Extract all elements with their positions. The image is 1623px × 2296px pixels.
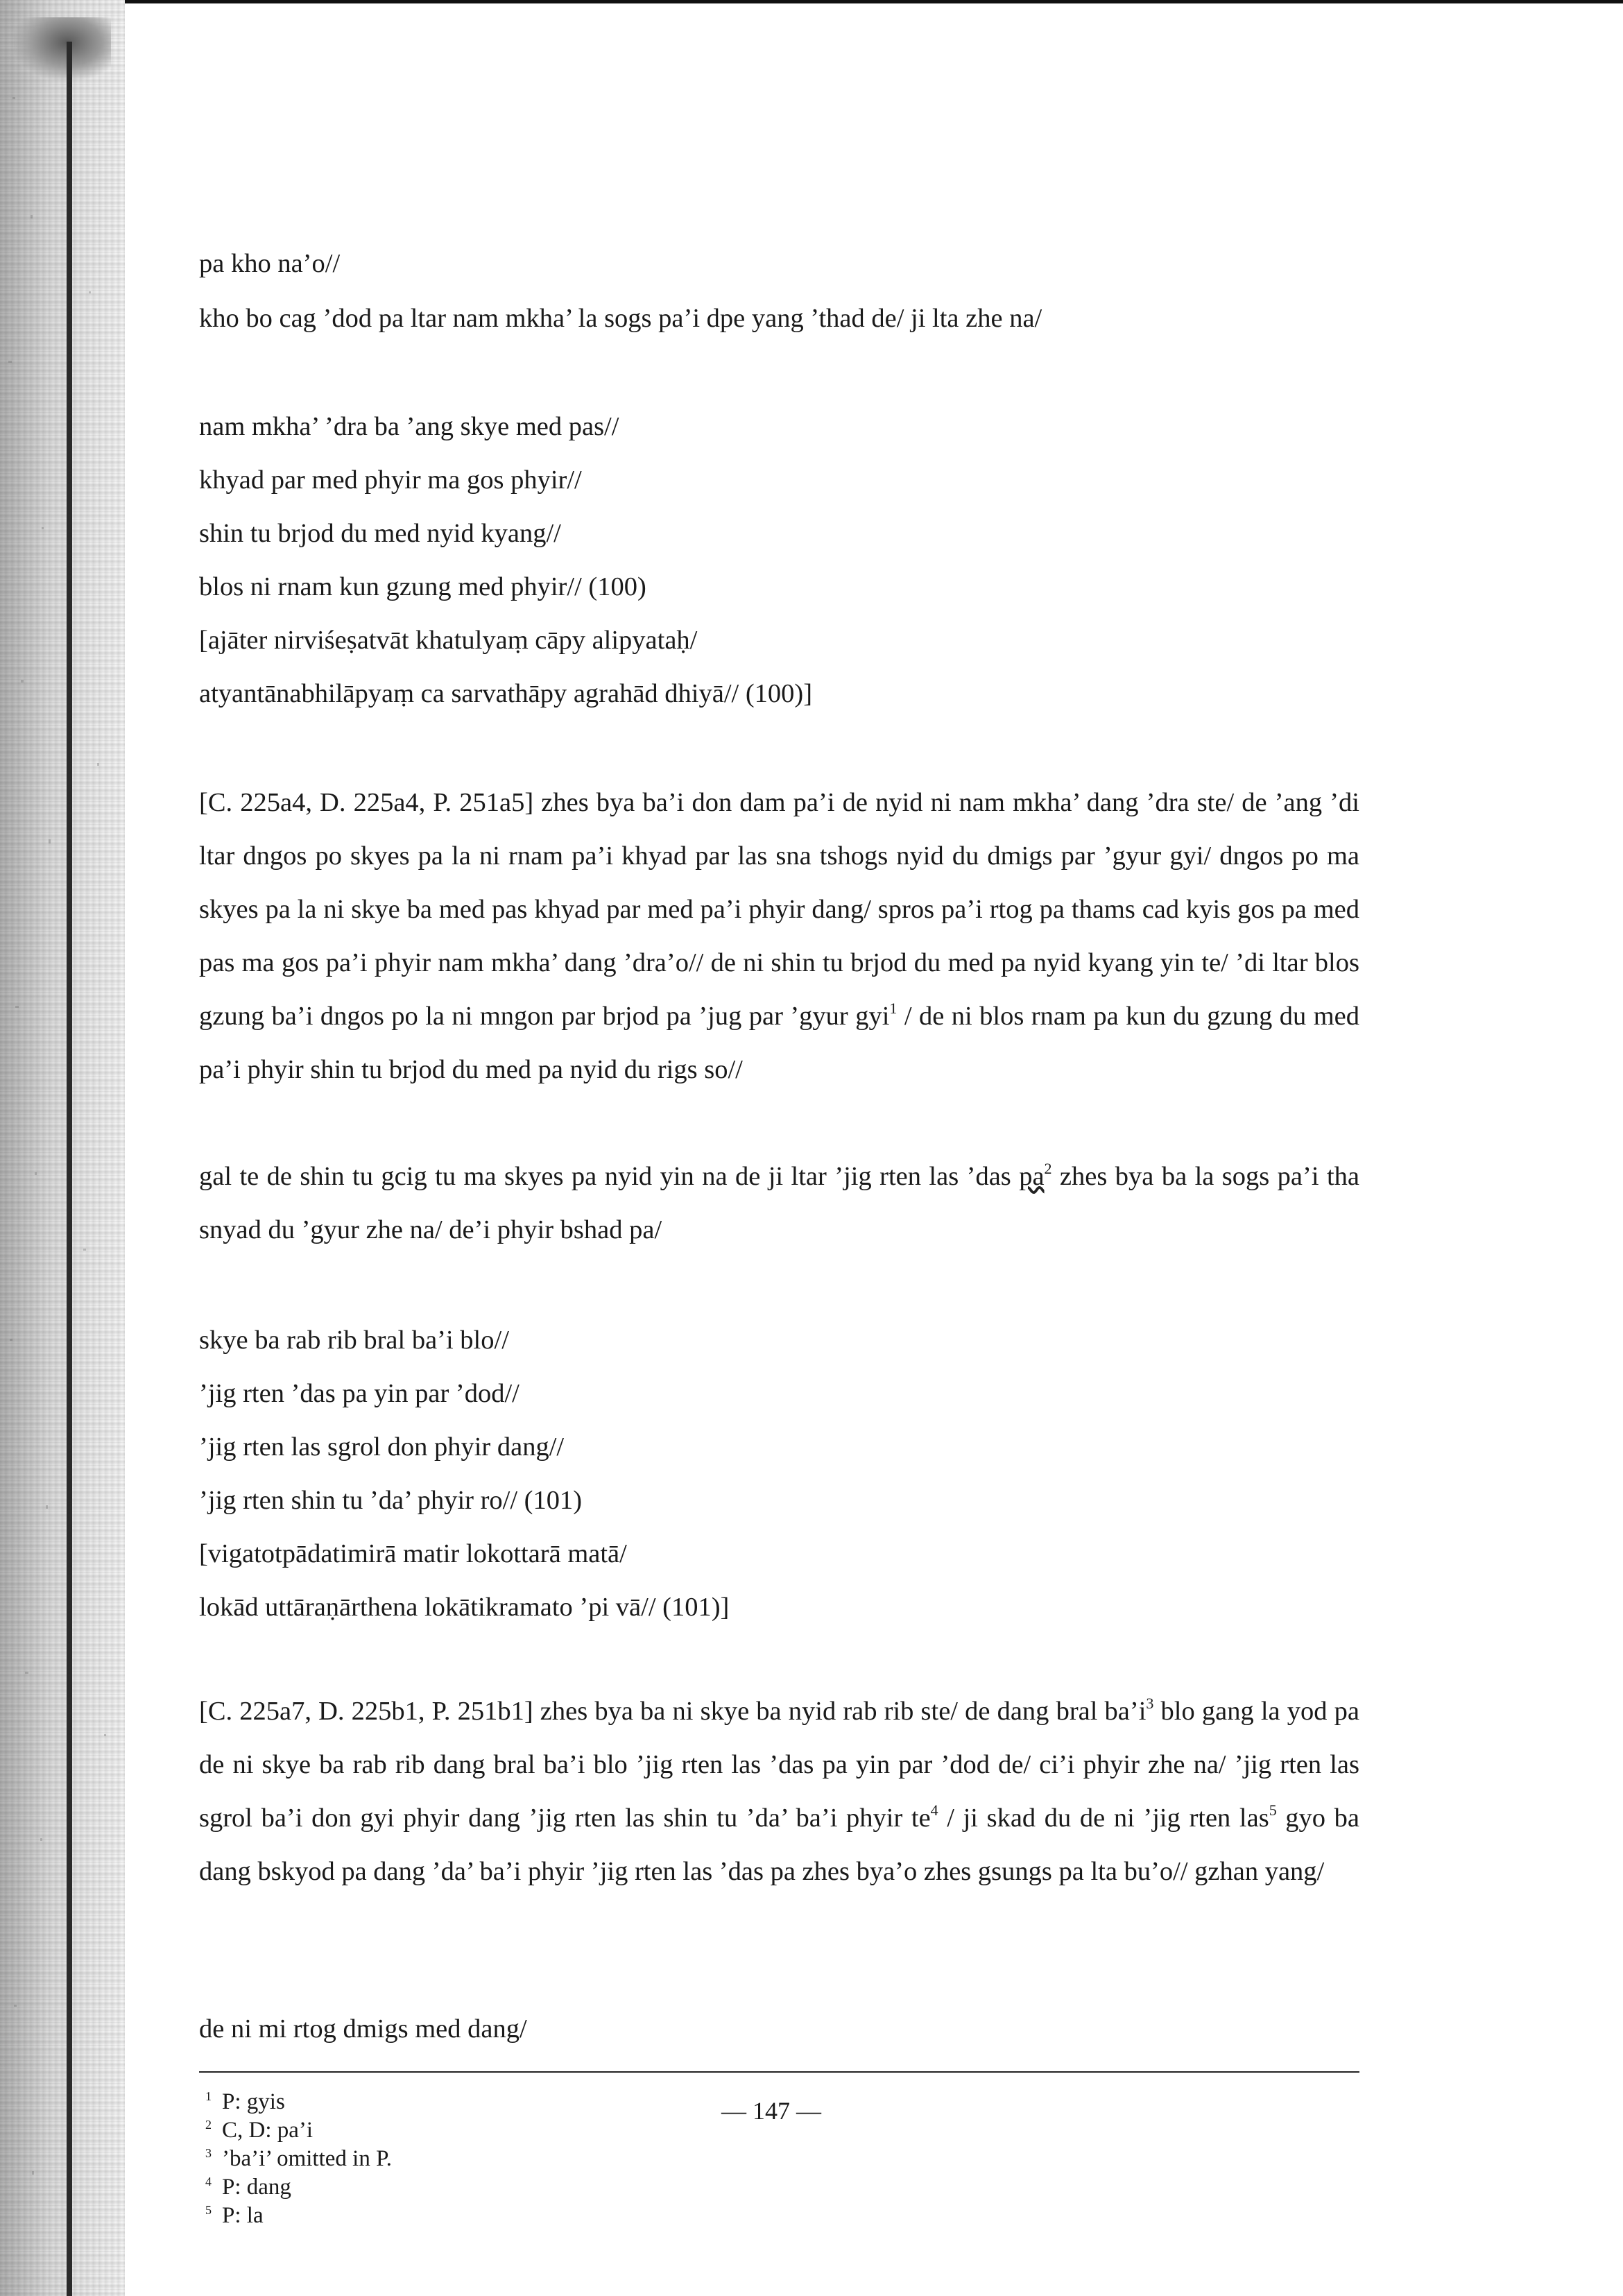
commentary-paragraph-3 [199, 1685, 1359, 1899]
para-text: / de ni blos rnam pa kun du gzung du med pa’i phyir shin tu brjod du med pa nyid du rigs so// [199, 1002, 1359, 1084]
footnote-text: P: la [222, 2203, 264, 2228]
footnotes [205, 2088, 393, 2230]
verse-line: khyad par med phyir ma gos phyir// [199, 465, 582, 495]
footnote-mark: 1 [205, 2089, 212, 2103]
para-text: gyo ba dang bskyod pa dang ’da’ ba’i phyir ’jig rten las ’das pa zhes bya’o zhes gsungs pa lta bu’o// gzhan yang/ [199, 1804, 1359, 1886]
para-text: blo gang la yod pa de ni skye ba rab rib dang bral ba’i blo ’jig rten las ’das pa yin par ’dod de/ ci’i phyir zhe na/ ’jig rten las sgrol ba’i don gyi phyir dang ’jig rten las shin tu ’da’ ba’i phyir te [199, 1697, 1359, 1833]
para-text: / ji skad du de ni ’jig rten las [938, 1804, 1269, 1833]
footnote [205, 2145, 393, 2173]
footnote-text: P: dang [222, 2175, 291, 2200]
footnote-ref: 4 [930, 1801, 938, 1819]
book-binding-shadow [0, 0, 125, 2296]
footnote-mark: 5 [205, 2203, 212, 2217]
para-text: [C. 225a7, D. 225b1, P. 251b1] zhes bya ba ni skye ba nyid rab rib ste/ de dang bral ba’i [199, 1697, 1147, 1726]
sanskrit-line: [vigatotpādatimirā matir lokottarā matā/ [199, 1539, 627, 1568]
footnote-ref: 3 [1146, 1695, 1154, 1713]
sanskrit-line: lokād uttāraṇārthena lokātikramato ’pi vā// (101)] [199, 1593, 730, 1622]
footnote [205, 2202, 392, 2230]
footnote-text: C, D: pa’i [222, 2118, 314, 2143]
footnote-mark: 2 [205, 2118, 212, 2132]
footnote-text: ’ba’i’ omitted in P. [222, 2146, 393, 2171]
verse-line: ’jig rten ’das pa yin par ’dod// [199, 1379, 519, 1408]
sanskrit-line: atyantānabhilāpyaṃ ca sarvathāpy agrahād dhiyā// (100)] [199, 679, 813, 708]
commentary-paragraph-1 [199, 776, 1359, 1097]
footnote-mark: 3 [205, 2146, 212, 2160]
verse-line: skye ba rab rib bral ba’i blo// [199, 1326, 509, 1355]
text-line: kho bo cag ’dod pa ltar nam mkha’ la sogs pa’i dpe yang ’thad de/ ji lta zhe na/ [199, 304, 1042, 333]
footnote-ref: 5 [1269, 1801, 1277, 1819]
text-line: pa kho na’o// [199, 249, 341, 278]
para-text: [C. 225a4, D. 225a4, P. 251a5] zhes bya ba’i don dam pa’i de nyid ni nam mkha’ dang ’dra ste/ de ’ang ’di ltar dngos po skyes pa la ni rnam pa’i khyad par las sna tshogs nyid du dmigs par ’gyur gyi/ dngos po ma skyes pa la ni skye ba med pas khyad par med pa’i phyir dang/ spros pa’i rtog pa thams cad kyis gos pa med pas ma gos pa’i phyir nam mkha’ dang ’dra’o// de ni shin tu brjod du med pa nyid kyang yin te/ ’di ltar blos gzung ba’i dngos po la ni mngon par brjod pa ’jug par ’gyur gyi [199, 788, 1359, 1031]
footnote [205, 2116, 392, 2145]
sanskrit-line: [ajāter nirviśeṣatvāt khatulyaṃ cāpy alipyataḥ/ [199, 626, 698, 655]
text-line: de ni mi rtog dmigs med dang/ [199, 2014, 527, 2044]
footnote-mark: 4 [205, 2175, 212, 2188]
footnote-text: P: gyis [222, 2089, 285, 2114]
para-text: zhes bya ba la sogs pa’i tha snyad du ’gyur zhe na/ de’i phyir bshad pa/ [199, 1162, 1359, 1244]
scan-top-edge [0, 0, 1623, 3]
verse-line: nam mkha’ ’dra ba ’ang skye med pas// [199, 412, 619, 441]
underlined-word: pa [1019, 1162, 1045, 1191]
verse-line: shin tu brjod du med nyid kyang// [199, 519, 561, 548]
footnote-ref: 2 [1044, 1160, 1052, 1178]
para-text: gal te de shin tu gcig tu ma skyes pa nyid yin na de ji ltar ’jig rten las ’das [199, 1162, 1020, 1191]
page-number: — 147 — [721, 2097, 821, 2125]
verse-line: ’jig rten las sgrol don phyir dang// [199, 1432, 565, 1462]
verse-line: ’jig rten shin tu ’da’ phyir ro// (101) [199, 1486, 583, 1515]
verse-line: blos ni rnam kun gzung med phyir// (100) [199, 572, 646, 601]
footnote [205, 2173, 392, 2202]
binding-scan-noise [0, 0, 125, 2296]
footnote [205, 2088, 392, 2116]
commentary-paragraph-2 [199, 1150, 1359, 1257]
footnote-ref: 1 [889, 1000, 898, 1018]
footnote-separator [199, 2071, 1359, 2073]
